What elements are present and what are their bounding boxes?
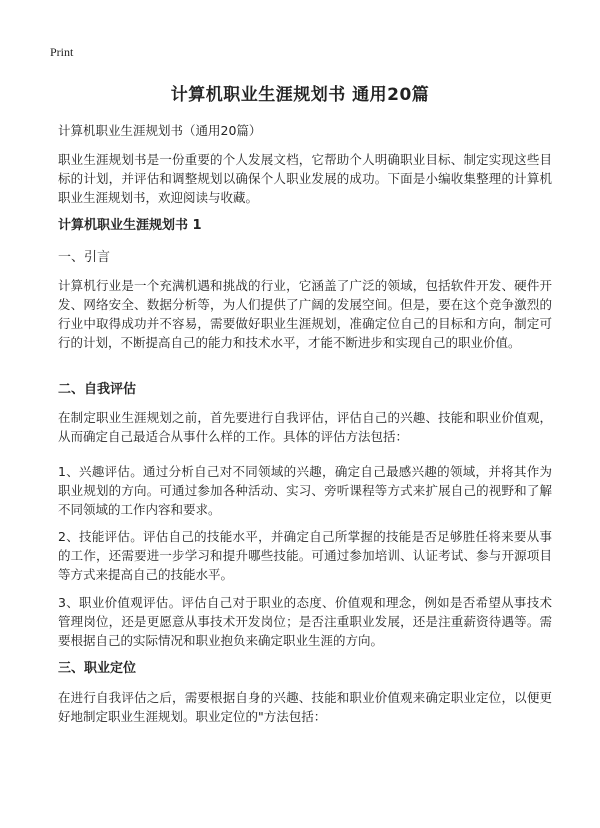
document-subtitle: 计算机职业生涯规划书（通用20篇） — [58, 123, 262, 138]
list-item-skills: 2、技能评估。评估自己的技能水平，并确定自己所掌握的技能是否足够胜任将来要从事的工作，还需要进一步学习和提升哪些技能。可通过参加培训、认证考试、参与开源项目等方式来提高自己的技能水平。 — [58, 529, 552, 582]
print-label: Print — [50, 45, 74, 59]
intro-section-text: 计算机行业是一个充满机遇和挑战的行业，它涵盖了广泛的领域，包括软件开发、硬件开发、网络安全、数据分析等，为人们提供了广阔的发展空间。但是，要在这个竞争激烈的行业中取得成功并不容易，需要做好职业生涯规划，准确定位自己的目标和方向，制定可行的计划，不断提高自己的能力和技术水平，才能不断进步和实现自己的职业价值。 — [58, 278, 552, 350]
self-assessment-text: 在制定职业生涯规划之前，首先要进行自我评估，评估自己的兴趣、技能和职业价值观，从而确定自己最适合从事什么样的工作。具体的评估方法包括： — [58, 410, 552, 444]
list-item-interest: 1、兴趣评估。通过分析自己对不同领域的兴趣，确定自己最感兴趣的领域，并将其作为职业规划的方向。可通过参加各种活动、实习、旁听课程等方式来扩展自己的视野和了解不同领域的工作内容和要求。 — [58, 464, 552, 517]
section-heading-positioning: 三、职业定位 — [58, 661, 137, 676]
section-heading-intro: 一、引言 — [58, 250, 111, 265]
plan-heading: 计算机职业生涯规划书 1 — [58, 218, 202, 233]
section-heading-self-assessment: 二、自我评估 — [58, 382, 137, 397]
positioning-text: 在进行自我评估之后，需要根据自身的兴趣、技能和职业价值观来确定职业定位，以便更好地制定职业生涯规划。职业定位的"方法包括： — [58, 690, 552, 724]
intro-paragraph: 职业生涯规划书是一份重要的个人发展文档，它帮助个人明确职业目标、制定实现这些目标的计划，并评估和调整规划以确保个人职业发展的成功。下面是小编收集整理的计算机职业生涯规划书，欢迎阅读与收藏。 — [58, 152, 552, 205]
document-title: 计算机职业生涯规划书 通用20篇 — [170, 85, 430, 105]
list-item-values: 3、职业价值观评估。评估自己对于职业的态度、价值观和理念，例如是否希望从事技术管理岗位，还是更愿意从事技术开发岗位；是否注重职业发展，还是注重薪资待遇等。需要根据自己的实际情况和职业抱负来确定职业生涯的方向。 — [58, 595, 552, 648]
